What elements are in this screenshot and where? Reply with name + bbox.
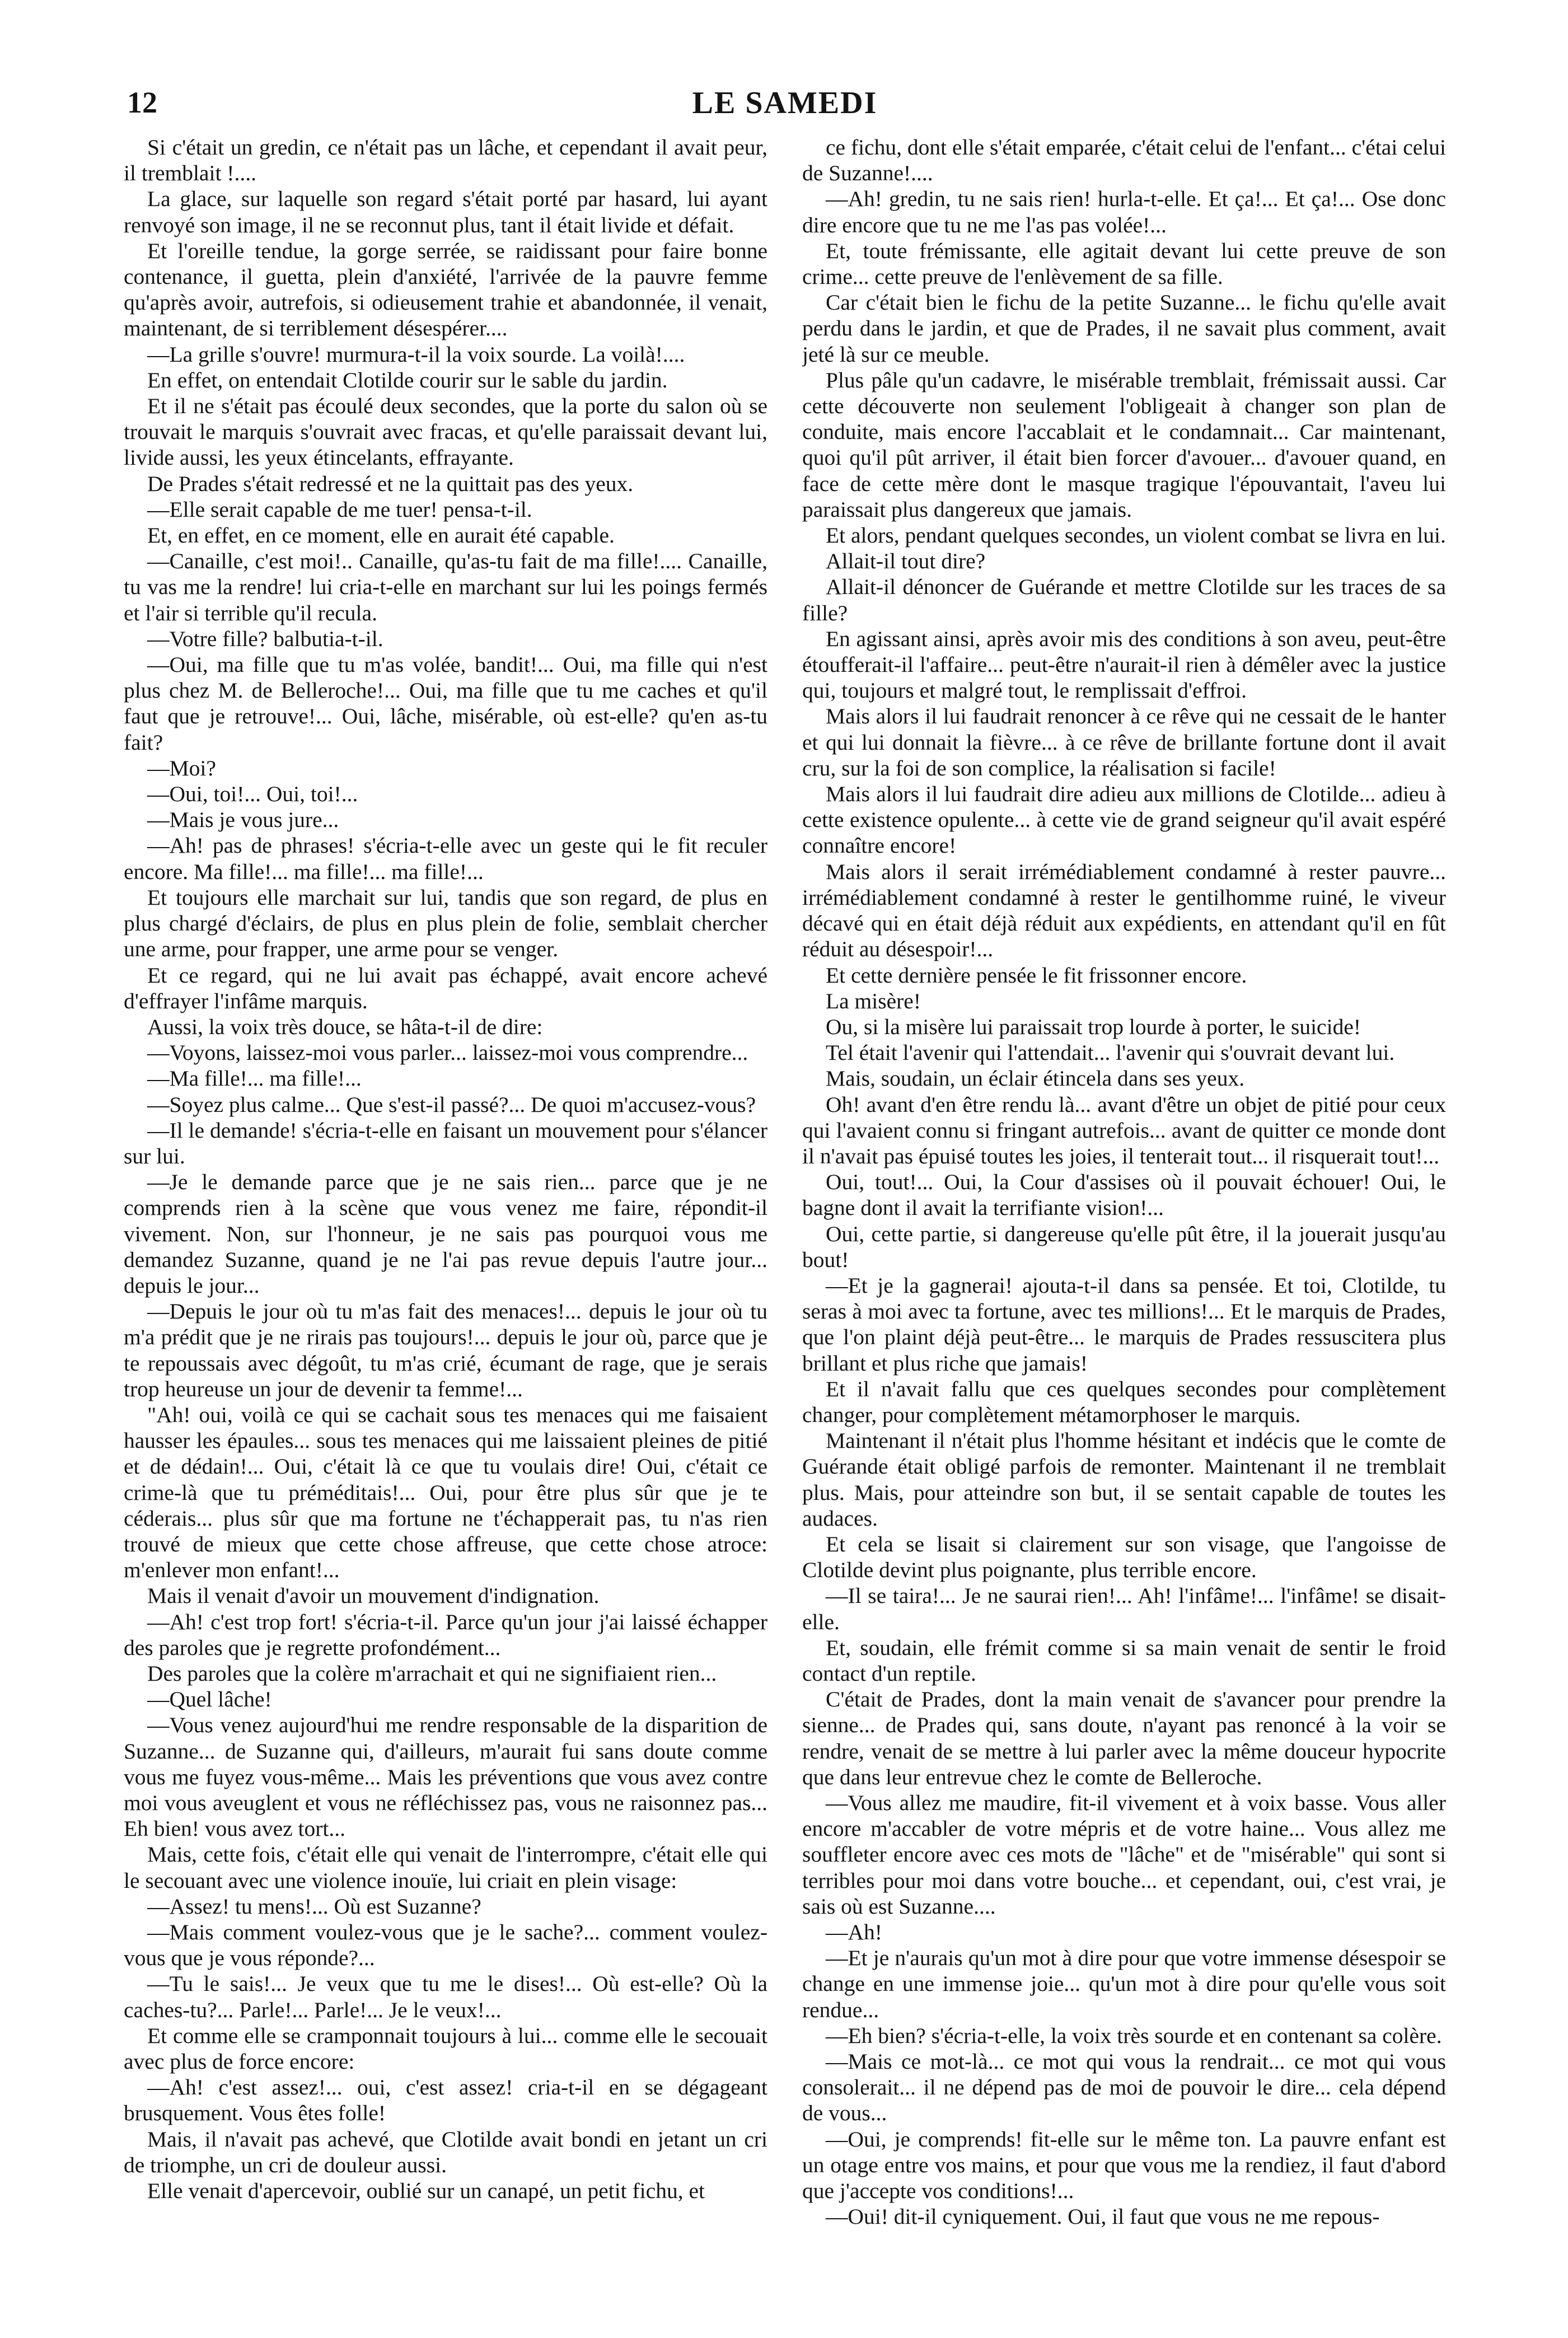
text-column-left xyxy=(124,134,767,2301)
paragraph: —Votre fille? balbutia-t-il. xyxy=(147,626,383,651)
paragraph: —Vous allez me maudire, fit-il vivement et à voix basse. Vous aller encore m'accabler de votre mépris et de votre haine... Vous allez me souffleter encore avec ces mots de "lâche" et de "misérable" qui sont si terribles pour moi dans votre bouche... et cependant, oui, c'est vrai, je sais où est Suzanne.... xyxy=(802,1790,1446,1919)
paragraph: —Moi? xyxy=(147,755,216,780)
paragraph: Et alors, pendant quelques secondes, un violent combat se livra en lui. xyxy=(826,523,1446,548)
paragraph: Et comme elle se cramponnait toujours à lui... comme elle le secouait avec plus de force encore: xyxy=(124,2023,767,2074)
paragraph: —Et je la gagnerai! ajouta-t-il dans sa pensée. Et toi, Clotilde, tu seras à moi avec ta fortune, avec tes millions!... Et le marquis de Prades, que l'on plaint déjà peut-être... le marquis de Prades ressuscitera plus brillant et plus riche que jamais! xyxy=(802,1273,1446,1376)
paragraph: Et cela se lisait si clairement sur son visage, que l'angoisse de Clotilde devint plus poignante, plus terrible encore. xyxy=(802,1531,1446,1583)
paragraph: —Elle serait capable de me tuer! pensa-t-il. xyxy=(147,497,532,522)
paragraph: —Il le demande! s'écria-t-elle en faisant un mouvement pour s'élancer sur lui. xyxy=(124,1117,767,1168)
paragraph: "Ah! oui, voilà ce qui se cachait sous tes menaces qui me faisaient hausser les épaules... sous tes menaces qui me laissaient pleines de pitié et de dédain!... Oui, c'était là ce que tu voulais dire! Oui, c'était ce crime-là que tu préméditais!... Oui, pour être plus sûr que je te céderais... plus sûr que ma fortune ne t'échapperait pas, tu n'as rien trouvé de mieux que cette chose affreuse, que cette chose atroce: m'enlever mon enfant!... xyxy=(124,1402,767,1583)
paragraph: Et, soudain, elle frémit comme si sa main venait de sentir le froid contact d'un reptile. xyxy=(802,1635,1446,1686)
paragraph: Mais alors il lui faudrait dire adieu aux millions de Clotilde... adieu à cette existence opulente... à cette vie de grand seigneur qu'il avait espéré connaître encore! xyxy=(802,782,1446,858)
text-column-right xyxy=(802,134,1446,2301)
paragraph: Car c'était bien le fichu de la petite Suzanne... le fichu qu'elle avait perdu dans le jardin, et que de Prades, il ne savait plus comment, avait jeté là sur ce meuble. xyxy=(802,290,1446,367)
paragraph: Des paroles que la colère m'arrachait et qui ne signifiaient rien... xyxy=(147,1661,717,1686)
paragraph: La glace, sur laquelle son regard s'était porté par hasard, lui ayant renvoyé son image, il ne se reconnut plus, tant il était livide et défait. xyxy=(124,186,767,237)
page-header xyxy=(124,80,1446,130)
paragraph: Tel était l'avenir qui l'attendait... l'avenir qui s'ouvrait devant lui. xyxy=(826,1040,1395,1065)
paragraph: Oui, tout!... Oui, la Cour d'assises où il pouvait échouer! Oui, le bagne dont il avait la terrifiante vision!... xyxy=(802,1170,1446,1221)
paragraph: —Ah! pas de phrases! s'écria-t-elle avec un geste qui le fit reculer encore. Ma fille!... ma fille!... ma fille!... xyxy=(124,833,767,884)
page-number: 12 xyxy=(127,86,157,119)
paragraph: Maintenant il n'était plus l'homme hésitant et indécis que le comte de Guérande était obligé parfois de remonter. Maintenant il ne tremblait plus. Mais, pour atteindre son but, il se sentait capable de toutes les audaces. xyxy=(802,1428,1446,1531)
paragraph: —Ah! xyxy=(826,1920,882,1945)
paragraph: Mais, cette fois, c'était elle qui venait de l'interrompre, c'était elle qui le secouant avec une violence inouïe, lui criait en plein visage: xyxy=(124,1842,767,1893)
paragraph: Et toujours elle marchait sur lui, tandis que son regard, de plus en plus chargé d'éclairs, de plus en plus plein de folie, semblait chercher une arme, pour frapper, une arme pour se venger. xyxy=(124,885,767,962)
paragraph: Et ce regard, qui ne lui avait pas échappé, avait encore achevé d'effrayer l'infâme marquis. xyxy=(124,962,767,1013)
paragraph: Et, en effet, en ce moment, elle en aurait été capable. xyxy=(147,523,615,548)
paragraph: —Mais je vous jure... xyxy=(147,807,339,833)
paragraph: —Mais ce mot-là... ce mot qui vous la rendrait... ce mot qui vous consolerait... il ne dépend pas de moi de pouvoir le dire... cela dépend de vous... xyxy=(802,2049,1446,2126)
paragraph: —Oui, toi!... Oui, toi!... xyxy=(147,782,358,807)
paragraph: —Voyons, laissez-moi vous parler... laissez-moi vous comprendre... xyxy=(147,1040,748,1065)
paragraph: C'était de Prades, dont la main venait de s'avancer pour prendre la sienne... de Prades qui, sans doute, n'ayant pas renoncé à la voir se rendre, venait de se mettre à lui parler avec la même douceur hypocrite que dans leur entrevue chez le comte de Belleroche. xyxy=(802,1687,1446,1789)
paragraph: Aussi, la voix très douce, se hâta-t-il de dire: xyxy=(147,1014,543,1039)
paragraph: —Je le demande parce que je ne sais rien... parce que je ne comprends rien à la scène que vous venez me faire, répondit-il vivement. Non, sur l'honneur, je ne sais pas pourquoi vous me demandez Suzanne, quand je ne l'ai pas revue depuis l'autre jour... depuis le jour... xyxy=(124,1170,767,1298)
paragraph: —Tu le sais!... Je veux que tu me le dises!... Où est-elle? Où la caches-tu?... Parle!... Parle!... Je le veux!... xyxy=(124,1971,767,2022)
paragraph: Et l'oreille tendue, la gorge serrée, se raidissant pour faire bonne contenance, il guetta, plein d'anxiété, l'arrivée de la pauvre femme qu'après avoir, autrefois, si odieusement trahie et abandonnée, il venait, maintenant, de si terriblement désespérer.... xyxy=(124,238,767,341)
paragraph: —Ma fille!... ma fille!... xyxy=(147,1066,362,1091)
paragraph: —Ah! c'est trop fort! s'écria-t-il. Parce qu'un jour j'ai laissé échapper des paroles que je regrette profondément... xyxy=(124,1609,767,1660)
paragraph: Et il n'avait fallu que ces quelques secondes pour complètement changer, pour complètement métamorphoser le marquis. xyxy=(802,1376,1446,1427)
paragraph: —Eh bien? s'écria-t-elle, la voix très sourde et en contenant sa colère. xyxy=(826,2023,1442,2048)
paragraph: —Vous venez aujourd'hui me rendre responsable de la disparition de Suzanne... de Suzanne qui, d'ailleurs, m'aurait fui sans doute comme vous me fuyez vous-même... Mais les préventions que vous avez contre moi vous aveuglent et vous ne réfléchissez pas, vous ne raisonnez pas... Eh bien! vous avez tort... xyxy=(124,1713,767,1841)
paragraph: Mais, soudain, un éclair étincela dans ses yeux. xyxy=(826,1066,1245,1091)
paragraph: Mais, il n'avait pas achevé, que Clotilde avait bondi en jetant un cri de triomphe, un cri de douleur aussi. xyxy=(124,2126,767,2177)
paragraph: —Et je n'aurais qu'un mot à dire pour que votre immense désespoir se change en une immense joie... qu'un mot à dire pour qu'elle vous soit rendue... xyxy=(802,1946,1446,2022)
paragraph: Si c'était un gredin, ce n'était pas un lâche, et cependant il avait peur, il tremblait !.... xyxy=(124,135,767,186)
paragraph: —Canaille, c'est moi!.. Canaille, qu'as-tu fait de ma fille!.... Canaille, tu vas me la rendre! lui cria-t-elle en marchant sur lui les poings fermés et l'air si terrible qu'il recula. xyxy=(124,549,767,625)
paragraph: Et il ne s'était pas écoulé deux secondes, que la porte du salon où se trouvait le marquis s'ouvrait avec fracas, et qu'elle paraissait devant lui, livide aussi, les yeux étincelants, effrayante. xyxy=(124,394,767,470)
paragraph: Oui, cette partie, si dangereuse qu'elle pût être, il la jouerait jusqu'au bout! xyxy=(802,1221,1446,1272)
paragraph: —Ah! c'est assez!... oui, c'est assez! cria-t-il en se dégageant brusquement. Vous êtes folle! xyxy=(124,2075,767,2126)
paragraph: Elle venait d'apercevoir, oublié sur un canapé, un petit fichu, et xyxy=(147,2178,705,2204)
paragraph: —Soyez plus calme... Que s'est-il passé?... De quoi m'accusez-vous? xyxy=(147,1092,756,1117)
paragraph: —Oui! dit-il cyniquement. Oui, il faut que vous ne me repous- xyxy=(826,2204,1380,2229)
paragraph: Et, toute frémissante, elle agitait devant lui cette preuve de son crime... cette preuve de l'enlèvement de sa fille. xyxy=(802,238,1446,289)
paragraph: —Il se taira!... Je ne saurai rien!... Ah! l'infâme!... l'infâme! se disait-elle. xyxy=(802,1583,1446,1634)
paragraph: —Ah! gredin, tu ne sais rien! hurla-t-elle. Et ça!... Et ça!... Ose donc dire encore que tu ne me l'as pas volée!... xyxy=(802,186,1446,237)
journal-title: LE SAMEDI xyxy=(692,86,878,120)
paragraph: —Quel lâche! xyxy=(147,1687,272,1712)
paragraph: —Assez! tu mens!... Où est Suzanne? xyxy=(147,1893,481,1919)
paragraph: Et cette dernière pensée le fit frissonner encore. xyxy=(826,962,1247,988)
paragraph: ce fichu, dont elle s'était emparée, c'était celui de l'enfant... c'étai celui de Suzanne!.... xyxy=(802,135,1446,186)
paragraph: Oh! avant d'en être rendu là... avant d'être un objet de pitié pour ceux qui l'avaient connu si fringant autrefois... avant de quitter ce monde dont il n'avait pas épuisé toutes les joies, il tenterait tout... il risquerait tout!... xyxy=(802,1092,1446,1168)
paragraph: Allait-il dénoncer de Guérande et mettre Clotilde sur les traces de sa fille? xyxy=(802,574,1446,625)
paragraph: En agissant ainsi, après avoir mis des conditions à son aveu, peut-être étoufferait-il l'affaire... peut-être n'aurait-il rien à démêler avec la justice qui, toujours et malgré tout, le remplissait d'effroi. xyxy=(802,626,1446,703)
paragraph: —Oui, ma fille que tu m'as volée, bandit!... Oui, ma fille qui n'est plus chez M. de Belleroche!... Oui, ma fille que tu me caches et qu'il faut que je retrouve!... Oui, lâche, misérable, où est-elle? qu'en as-tu fait? xyxy=(124,652,767,755)
paragraph: Ou, si la misère lui paraissait trop lourde à porter, le suicide! xyxy=(826,1014,1361,1039)
paragraph: Mais alors il serait irrémédiablement condamné à rester pauvre... irrémédiablement condamné à rester le gentilhomme ruiné, le viveur décavé qui en était déjà réduit aux expédients, en attendant qu'il en fût réduit au désespoir!... xyxy=(802,859,1446,962)
text-columns xyxy=(124,134,1446,2301)
paragraph: —La grille s'ouvre! murmura-t-il la voix sourde. La voilà!.... xyxy=(147,342,685,367)
paragraph: De Prades s'était redressé et ne la quittait pas des yeux. xyxy=(147,471,634,496)
paragraph: En effet, on entendait Clotilde courir sur le sable du jardin. xyxy=(147,367,668,392)
paragraph: La misère! xyxy=(826,988,921,1013)
paragraph: Plus pâle qu'un cadavre, le misérable tremblait, frémissait aussi. Car cette découverte non seulement l'obligeait à changer son plan de conduite, mais encore l'accablait et le condamnait... Car maintenant, quoi qu'il pût arriver, il était bien forcer d'avouer... d'avouer quand, en face de cette mère dont le masque tragique l'épouvantait, l'aveu lui paraissait plus dangereux que jamais. xyxy=(802,367,1446,522)
paragraph: —Mais comment voulez-vous que je le sache?... comment voulez-vous que je vous réponde?... xyxy=(124,1920,767,1971)
paragraph: Allait-il tout dire? xyxy=(826,549,986,574)
paragraph: —Depuis le jour où tu m'as fait des menaces!... depuis le jour où tu m'a prédit que je ne rirais pas toujours!... depuis le jour où, parce que je te repoussais avec dégoût, tu m'as crié, écumant de rage, que je serais trop heureuse un jour de devenir ta femme!... xyxy=(124,1299,767,1401)
paragraph: Mais il venait d'avoir un mouvement d'indignation. xyxy=(147,1583,600,1608)
paragraph: —Oui, je comprends! fit-elle sur le même ton. La pauvre enfant est un otage entre vos mains, et pour que vous me la rendiez, il faut d'abord que j'accepte vos conditions!... xyxy=(802,2126,1446,2204)
paragraph: Mais alors il lui faudrait renoncer à ce rêve qui ne cessait de le hanter et qui lui donnait la fièvre... à ce rêve de brillante fortune dont il avait cru, sur la foi de son complice, la réalisation si facile! xyxy=(802,704,1446,780)
